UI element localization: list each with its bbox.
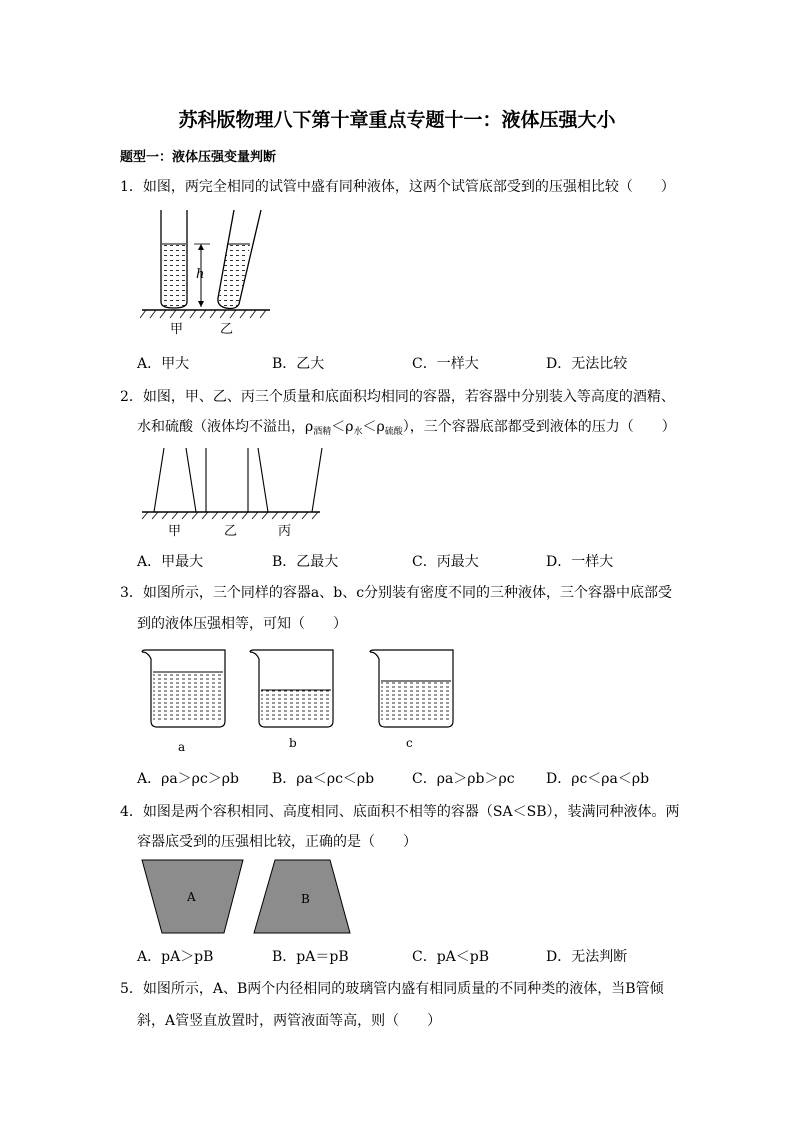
q3-stem-line1: 3．如图所示，三个同样的容器a、b、c分别装有密度不同的三种液体，三个容器中底部受 <box>120 585 673 601</box>
q3-label-b: b <box>289 736 297 750</box>
q4-option-c[interactable]: C．pA＜pB <box>412 949 490 965</box>
q1-label-jia: 甲 <box>170 322 184 336</box>
q2-label-bing: 丙 <box>278 524 292 539</box>
section-heading: 题型一：液体压强变量判断 <box>120 150 277 165</box>
q5-stem-line1: 5．如图所示，A、B两个内径相同的玻璃管内盛有相同质量的不同种类的液体，当B管倾 <box>120 981 664 997</box>
q4-option-a[interactable]: A．pA＞pB <box>137 949 214 965</box>
page-title: 苏科版物理八下第十章重点专题十一：液体压强大小 <box>178 109 616 131</box>
q3-liquid-b <box>261 690 331 722</box>
q2-figure <box>140 446 325 541</box>
q1-h-label: h <box>196 267 205 282</box>
q2-stem-line2: 水和硫酸（液体均不溢出，$\rho_{酒精}<\rho_水<\rho_{硫酸}$），三个容器底部都受到液体的压力（ ） <box>137 419 676 437</box>
q1-label-yi: 乙 <box>220 322 234 336</box>
q3-option-b[interactable]: B．ρa＜ρc＜ρb <box>272 771 375 787</box>
q2-stem-line1: 2．如图，甲、乙、丙三个质量和底面积均相同的容器，若容器中分别装入等高度的酒精、 <box>120 389 675 405</box>
q3-label-c: c <box>406 736 413 750</box>
q2-label-jia: 甲 <box>168 524 182 539</box>
q3-option-c[interactable]: C．ρa＞ρb＞ρc <box>412 771 515 787</box>
q1-option-b[interactable]: B．乙大 <box>272 356 325 372</box>
q2-container-jia-right <box>186 448 196 512</box>
q4-stem-line2: 容器底受到的压强相比较，正确的是（ ） <box>137 834 417 850</box>
q3-option-d[interactable]: D．ρc＜ρa＜ρb <box>546 771 650 787</box>
q2-label-yi: 乙 <box>224 524 238 539</box>
q5-stem-line2: 斜，A管竖直放置时，两管液面等高，则（ ） <box>137 1013 442 1029</box>
q2-container-bing-right <box>312 448 322 512</box>
q1-option-a[interactable]: A．甲大 <box>137 356 190 372</box>
q3-figure <box>140 645 460 755</box>
q1-figure <box>140 208 275 336</box>
q1-stem: 1．如图，两完全相同的试管中盛有同种液体，这两个试管底部受到的压强相比较（ ） <box>120 179 675 195</box>
q2-option-a[interactable]: A．甲最大 <box>137 554 204 570</box>
q4-stem-line1: 4．如图是两个容积相同、高度相同、底面积不相等的容器（SA＜SB），装满同种液体。两 <box>120 804 680 820</box>
q3-option-a[interactable]: A．ρa＞ρc＞ρb <box>137 771 239 787</box>
q3-liquid-c <box>381 681 451 722</box>
q2-option-b[interactable]: B．乙最大 <box>272 554 339 570</box>
q4-label-b: B <box>301 892 310 906</box>
q4-figure <box>140 858 355 938</box>
q2-container-bing-left <box>258 448 268 512</box>
q4-option-b[interactable]: B．pA＝pB <box>272 949 349 965</box>
q4-option-d[interactable]: D．无法判断 <box>546 949 628 965</box>
q3-stem-line2: 到的液体压强相等，可知（ ） <box>137 616 347 632</box>
q1-option-d[interactable]: D．无法比较 <box>546 356 628 372</box>
q3-label-a: a <box>178 740 186 754</box>
q3-liquid-a <box>153 672 223 722</box>
q2-container-jia-left <box>154 448 164 512</box>
q2-option-c[interactable]: C．丙最大 <box>412 554 479 570</box>
q4-label-a: A <box>187 890 196 904</box>
q1-option-c[interactable]: C．一样大 <box>412 356 479 372</box>
q2-option-d[interactable]: D．一样大 <box>546 554 614 570</box>
q1-liquid-upright <box>162 244 186 306</box>
